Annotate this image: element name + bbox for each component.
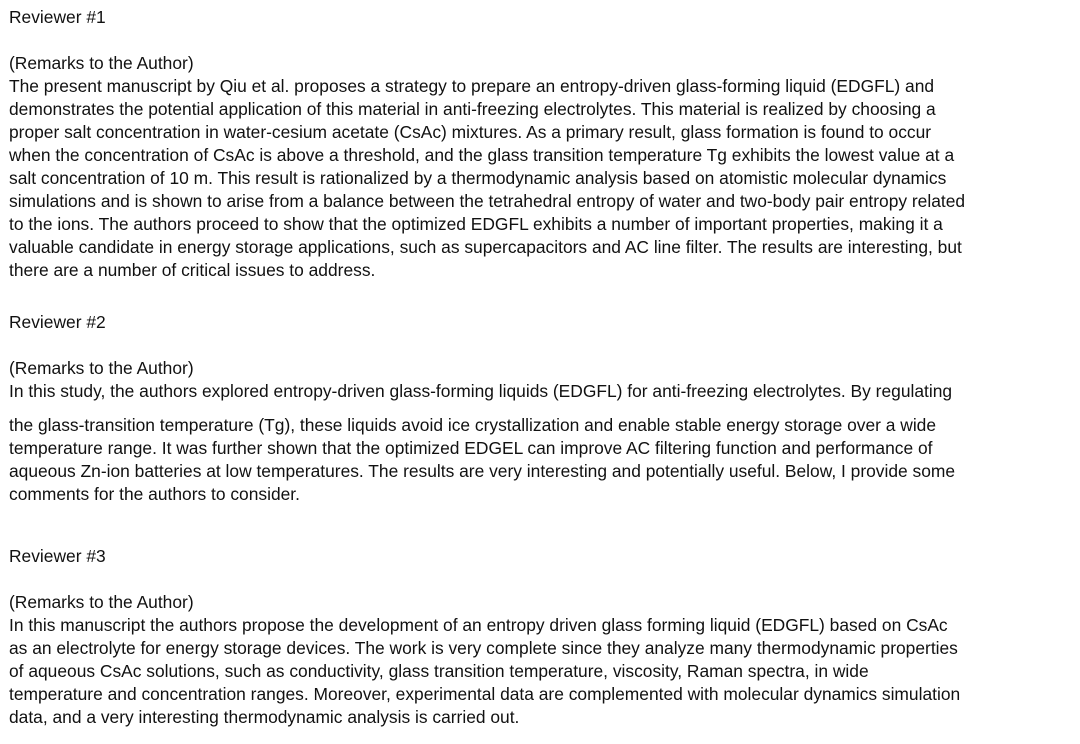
text-line: of aqueous CsAc solutions, such as conductivity, glass transition temperature, viscosity, Raman spectra, in wide bbox=[9, 661, 869, 681]
text-line: The present manuscript by Qiu et al. proposes a strategy to prepare an entropy-driven glass-forming liquid (EDGFL) and bbox=[9, 76, 935, 96]
text-line: data, and a very interesting thermodynamic analysis is carried out. bbox=[9, 707, 520, 727]
text-line: valuable candidate in energy storage applications, such as supercapacitors and AC line filter. The results are interesting, but bbox=[9, 237, 962, 257]
text-line: when the concentration of CsAc is above a threshold, and the glass transition temperature Tg exhibits the lowest value at a bbox=[9, 145, 955, 165]
reviewer-1-remarks-label: (Remarks to the Author) bbox=[9, 53, 194, 73]
reviewer-2-remarks-label: (Remarks to the Author) bbox=[9, 358, 194, 378]
reviewer-3-remarks-label: (Remarks to the Author) bbox=[9, 592, 194, 612]
reviewer-1-remarks-text bbox=[9, 75, 1077, 282]
text-line: demonstrates the potential application of this material in anti-freezing electrolytes. This material is realized by choosing a bbox=[9, 99, 936, 119]
text-line: comments for the authors to consider. bbox=[9, 484, 300, 504]
text-line: the glass-transition temperature (Tg), these liquids avoid ice crystallization and enable stable energy storage over a wide bbox=[9, 415, 937, 435]
reviewer-1-heading: Reviewer #1 bbox=[9, 7, 106, 27]
text-line: aqueous Zn-ion batteries at low temperatures. The results are very interesting and potentially useful. Below, I provide some bbox=[9, 461, 956, 481]
reviewer-2-heading: Reviewer #2 bbox=[9, 312, 106, 332]
text-line: proper salt concentration in water-cesium acetate (CsAc) mixtures. As a primary result, glass formation is found to occur bbox=[9, 122, 932, 142]
reviewer-3-remarks-text bbox=[9, 614, 1077, 729]
reviewer-2-remarks-text bbox=[9, 380, 1077, 506]
text-line: salt concentration of 10 m. This result is rationalized by a thermodynamic analysis based on atomistic molecular dynamics bbox=[9, 168, 947, 188]
text-line: simulations and is shown to arise from a balance between the tetrahedral entropy of water and two-body pair entropy related bbox=[9, 191, 966, 211]
text-line: to the ions. The authors proceed to show that the optimized EDGFL exhibits a number of important properties, making it a bbox=[9, 214, 943, 234]
reviewer-3-heading: Reviewer #3 bbox=[9, 546, 106, 566]
text-line: as an electrolyte for energy storage devices. The work is very complete since they analyze many thermodynamic properties bbox=[9, 638, 958, 658]
text-line: temperature range. It was further shown that the optimized EDGEL can improve AC filtering function and performance of bbox=[9, 438, 933, 458]
text-line: In this study, the authors explored entropy-driven glass-forming liquids (EDGFL) for anti-freezing electrolytes. By regulating bbox=[9, 381, 953, 401]
text-line: temperature and concentration ranges. Moreover, experimental data are complemented with molecular dynamics simulation bbox=[9, 684, 961, 704]
text-line: In this manuscript the authors propose the development of an entropy driven glass forming liquid (EDGFL) based on CsAc bbox=[9, 615, 948, 635]
text-line: there are a number of critical issues to address. bbox=[9, 260, 376, 280]
